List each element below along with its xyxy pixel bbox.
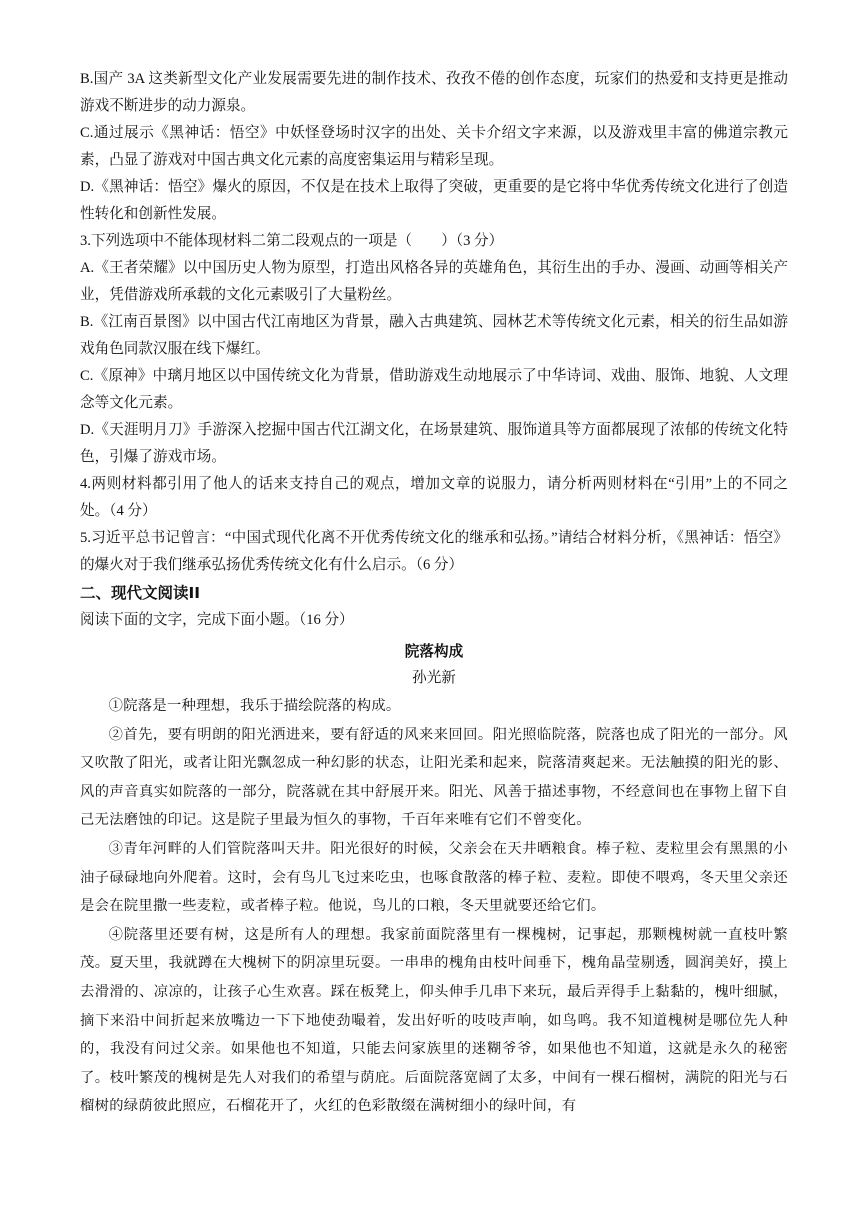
q3-option-a: A.《王者荣耀》以中国历史人物为原型，打造出风格各异的英雄角色，其衍生出的手办、漫画、动画等相关产业，凭借游戏所承载的文化元素吸引了大量粉丝。: [80, 260, 788, 303]
q2-option-d: D.《黑神话：悟空》爆火的原因，不仅是在技术上取得了突破，更重要的是它将中华优秀传统文化进行了创造性转化和创新性发展。: [80, 179, 788, 222]
article-paragraph-4: ④院落里还要有树，这是所有人的理想。我家前面院落里有一棵槐树，记事起，那颗槐树就一直枝叶繁茂。夏天里，我就蹲在大槐树下的阴凉里玩耍。一串串的槐角由枝叶间垂下，槐角晶莹剔透，圆润美好，摸上去滑滑的、凉凉的，让孩子心生欢喜。踩在板凳上，仰头伸手几串下来玩，最后弄得手上黏黏的，槐叶细腻，摘下来沿中间折起来放嘴边一下下地使劲嘬着，发出好听的吱吱声响，如鸟鸣。我不知道槐树是哪位先人种的，我没有问过父亲。如果他也不知道，只能去问家族里的迷糊爷爷，如果他也不知道，这就是永久的秘密了。枝叶繁茂的槐树是先人对我们的希望与荫庇。后面院落宽阔了太多，中间有一棵石榴树，满院的阳光与石榴树的绿荫彼此照应，石榴花开了，火红的色彩散缀在满树细小的绿叶间，有: [80, 926, 788, 1115]
article-paragraph-2: ②首先，要有明朗的阳光洒进来，要有舒适的风来来回回。阳光照临院落，院落也成了阳光的一部分。风又吹散了阳光，或者让阳光飘忽成一种幻影的状态，让阳光柔和起来，院落清爽起来。无法触摸的阳光的影、风的声音真实如院落的一部分，院落就在其中舒展开来。阳光、风善于描述事物，不经意间也在事物上留下自己无法磨蚀的印记。这是院子里最为恒久的事物，千百年来唯有它们不曾变化。: [80, 726, 788, 829]
question-4: 4.两则材料都引用了他人的话来支持自己的观点，增加文章的说服力，请分析两则材料在“引用”上的不同之处。（4 分）: [80, 476, 788, 519]
q3-option-c: C.《原神》中璃月地区以中国传统文化为背景，借助游戏生动地展示了中华诗词、戏曲、服饰、地貌、人文理念等文化元素。: [80, 368, 788, 411]
q3-option-b: B.《江南百景图》以中国古代江南地区为背景，融入古典建筑、园林艺术等传统文化元素，相关的衍生品如游戏角色同款汉服在线下爆红。: [80, 314, 788, 357]
document-page: [80, 66, 788, 1121]
question-3-stem: 3.下列选项中不能体现材料二第二段观点的一项是（ ）（3 分）: [80, 233, 504, 249]
section-heading: 二、现代文阅读II: [80, 584, 201, 602]
q2-option-b: B.国产 3A 这类新型文化产业发展需要先进的制作技术、孜孜不倦的创作态度，玩家们的热爱和支持更是推动游戏不断进步的动力源泉。: [80, 71, 788, 114]
article-author: 孙光新: [412, 670, 456, 686]
article-title: 院落构成: [404, 643, 464, 660]
article-paragraph-1: ①院落是一种理想，我乐于描绘院落的构成。: [108, 698, 401, 714]
q2-option-c: C.通过展示《黑神话：悟空》中妖怪登场时汉字的出处、关卡介绍文字来源，以及游戏里丰富的佛道宗教元素，凸显了游戏对中国古典文化元素的高度密集运用与精彩呈现。: [80, 125, 788, 168]
question-5: 5.习近平总书记曾言：“中国式现代化离不开优秀传统文化的继承和弘扬。”请结合材料分析，《黑神话：悟空》的爆火对于我们继承弘扬优秀传统文化有什么启示。（6 分）: [80, 530, 788, 573]
q3-option-d: D.《天涯明月刀》手游深入挖掘中国古代江湖文化，在场景建筑、服饰道具等方面都展现了浓郁的传统文化特色，引爆了游戏市场。: [80, 422, 788, 465]
section-instruction: 阅读下面的文字，完成下面小题。（16 分）: [80, 612, 354, 628]
article-paragraph-3: ③青年河畔的人们管院落叫天井。阳光很好的时候，父亲会在天井晒粮食。棒子粒、麦粒里会有黑黑的小油子碌碌地向外爬着。这时，会有鸟儿飞过来吃虫，也啄食散落的棒子粒、麦粒。即使不喂鸡，冬天里父亲还是会在院里撒一些麦粒，或者棒子粒。他说，鸟儿的口粮，冬天里就要还给它们。: [80, 840, 788, 915]
